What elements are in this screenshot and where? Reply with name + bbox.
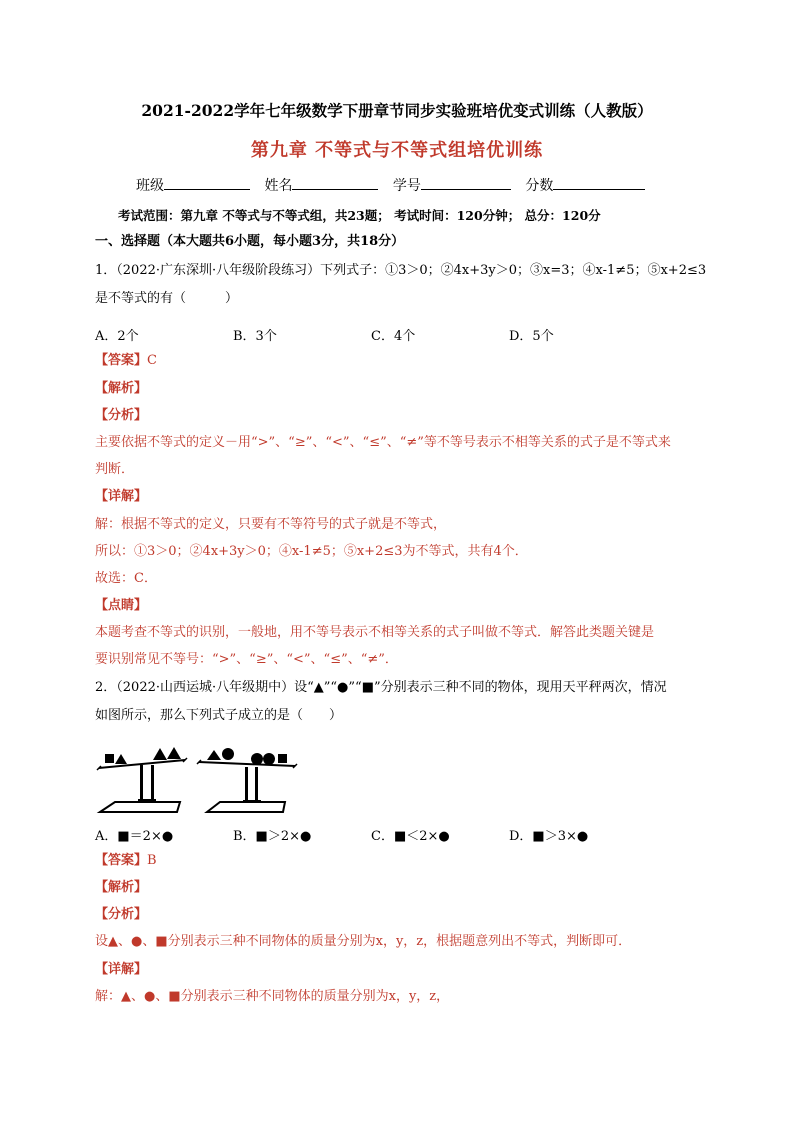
q1-detail-line2: 所以：①3＞0；②4x+3y＞0；④x-1≠5；⑤x+2≤3为不等式，共有4个． (95, 544, 528, 559)
score-label: 分数 (525, 178, 554, 194)
q1-fenxi-text1: 主要依据不等式的定义－用“>”、“≥”、“<”、“≤”、“≠”等不等号表示不相等关系的式子是不等式来 (95, 435, 671, 450)
chapter-title: 第九章 不等式与不等式组培优训练 (250, 140, 544, 161)
q2-stem-line2: 如图所示，那么下列式子成立的是（ ） (95, 708, 343, 723)
class-label: 班级 (136, 178, 164, 194)
student-info-line (136, 175, 655, 195)
id-blank (421, 175, 511, 190)
q2-stem-line1: 2．（2022·山西运城·八年级期中）设“▲”“●”“■”分别表示三种不同的物体，现用天平秤两次，情况 (95, 680, 667, 695)
q2-answer (95, 852, 157, 870)
q1-jiexi-tag: 【解析】 (95, 381, 148, 396)
answer-value: C (147, 353, 157, 368)
balance-scales-figure (95, 740, 335, 820)
class-blank (164, 175, 250, 190)
q2-fenxi-text: 设▲、●、■分别表示三种不同物体的质量分别为x，y，z，根据题意列出不等式，判断即可． (95, 934, 632, 949)
q2-detail-line1: 解：▲、●、■分别表示三种不同物体的质量分别为x，y，z， (95, 989, 450, 1004)
q2-fenxi-tag: 【分析】 (95, 907, 148, 922)
q2-option-a: A．■＝2×● (95, 829, 174, 844)
q1-answer (95, 352, 157, 370)
q1-stem-line1: 1．（2022·广东深圳·八年级阶段练习）下列式子：①3＞0；②4x+3y＞0；③x=3；④x-1≠5；⑤x+2≤3 (95, 263, 707, 278)
document-title: 2021-2022学年七年级数学下册章节同步实验班培优变式训练（人教版） (141, 101, 653, 120)
answer-tag: 【答案】 (95, 853, 148, 868)
name-label: 姓名 (264, 178, 293, 194)
answer-tag: 【答案】 (95, 353, 148, 368)
q2-option-c: C．■＜2×● (371, 829, 450, 844)
q1-fenxi-text2: 判断． (95, 462, 135, 477)
q1-option-a: A．2个 (95, 329, 139, 344)
q1-option-c: C．4个 (371, 329, 416, 344)
exam-scope: 考试范围：第九章 不等式与不等式组，共23题； 考试时间：120分钟； 总分：120分 (118, 208, 601, 223)
q2-jiexi-tag: 【解析】 (95, 880, 148, 895)
q1-stem-line2: 是不等式的有（ ） (95, 291, 239, 306)
q1-option-b: B．3个 (233, 329, 277, 344)
section-heading: 一、选择题（本大题共6小题，每小题3分，共18分） (95, 234, 405, 249)
q1-note-line2: 要识别常见不等号：“>”、“≥”、“<”、“≤”、“≠”． (95, 652, 398, 667)
q1-note-line1: 本题考查不等式的识别，一般地，用不等号表示不相等关系的式子叫做不等式．解答此类题关键是 (95, 625, 655, 640)
q1-option-d: D．5个 (509, 329, 554, 344)
score-blank (553, 175, 645, 190)
q1-detail-tag: 【详解】 (95, 489, 148, 504)
name-blank (292, 175, 378, 190)
q2-option-d: D．■＞3×● (509, 829, 589, 844)
balance-scale-right (197, 748, 297, 812)
balance-scale-left (97, 747, 187, 812)
q1-detail-line1: 解：根据不等式的定义，只要有不等符号的式子就是不等式， (95, 517, 447, 532)
id-label: 学号 (392, 178, 421, 194)
q1-fenxi-tag: 【分析】 (95, 408, 148, 423)
q2-option-b: B．■＞2×● (233, 829, 312, 844)
q2-detail-tag: 【详解】 (95, 962, 148, 977)
answer-value: B (147, 853, 157, 868)
q1-detail-line3: 故选：C． (95, 571, 157, 586)
q1-note-tag: 【点睛】 (95, 598, 148, 613)
